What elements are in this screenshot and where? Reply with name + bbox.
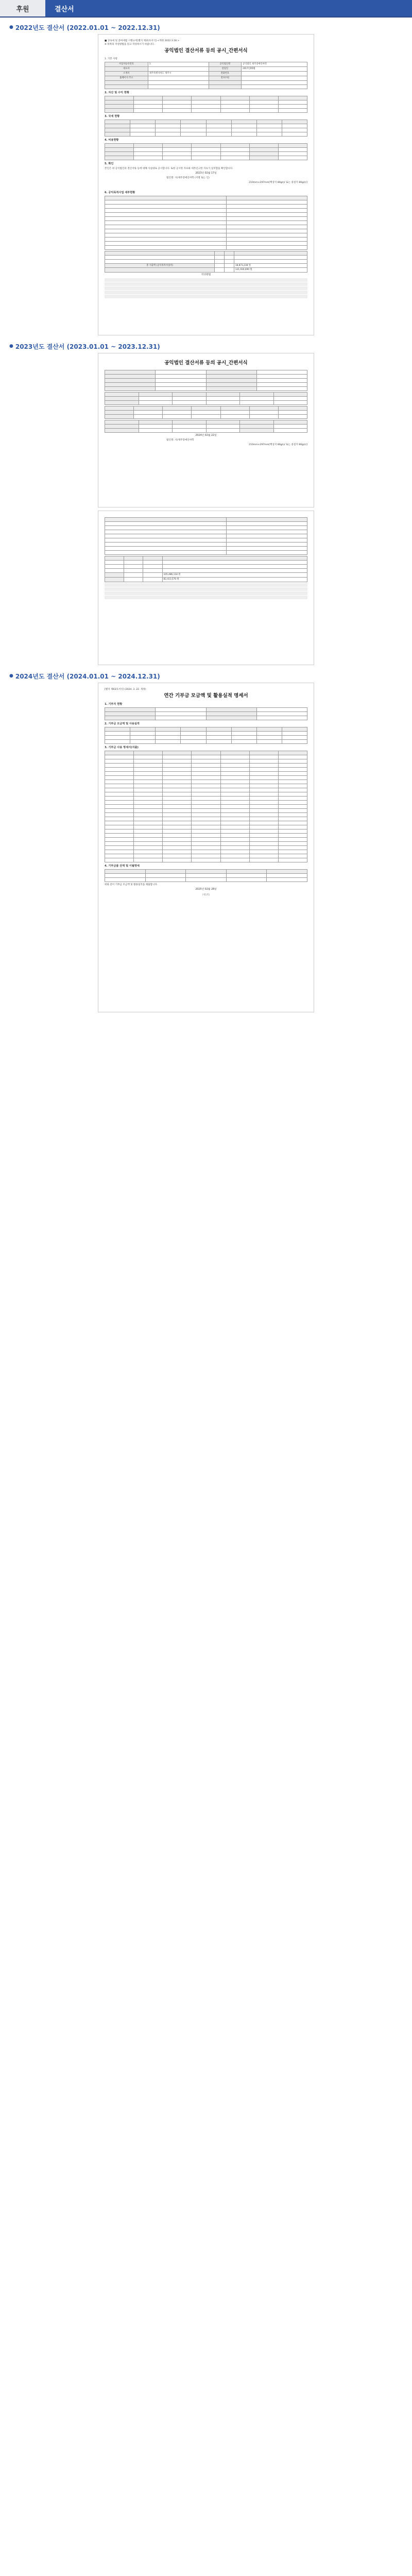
section-2024-heading: ● 2024년도 결산서 (2024.01.01 ~ 2024.12.31): [9, 672, 160, 680]
bullet-icon: ●: [9, 673, 13, 679]
doc-title: 공익법인 결산서류 등의 공시_간편서식: [164, 48, 248, 54]
tab-settlement[interactable]: 결산서: [45, 0, 412, 16]
donation-report-2024: [별지 제63호서식] (2024. 3. 22. 개정) 연간 기부금 모금액 및 활용실적 명세서 1. 기부자 현황 2. 기부금 모금액 및 사용실적 3. 기부금 사용 명세서(지출) 4. 기부금품 잔액 및 이월명세 위와 같이 기부금 모금액 및 활용실적을 제출합니다. 2025년 02월 28일 (제1쪽): [98, 683, 314, 1012]
tab-donation[interactable]: 후원: [0, 0, 45, 16]
bullet-icon: ●: [9, 25, 13, 30]
settlement-doc-2022: ■ 상속세 및 증여세법 시행규칙[별지 제31호서식] <개정 2022.3.18.> ※ 뒤쪽의 작성방법을 읽고 작성하시기 바랍니다. 공익법인 결산서류 등의 공시_간편서식 1. 기본 사항 사업자등록번호 1 공익법인명 공익법인 제주장애인야학 대표자 설립일 2017년05월 소재지 제주특별자치도 제주시 전화번호 홈페이지 주소 전자우편 2. 자산 및 수익 현황 3. 국세 현황 4. 비용현황 5. 확인 본인은 위 공익법인의 결산서류 등에 대해 사실대로 공시합니다. 또한 공시한 자료와 세무신고한 자료가 일치함을 확인합니다. 2023년 02월 17일 법인명: 사)제주장애인야학 (서명 또는 인) 210mm×297mm[백상지 80g/㎡ 또는 중질지 80g/㎡] 6. 공익목적사업 세부현황 총 지출액 (공익목적사업비) 18,873,238 원 131,930,690 원 작성방법: [98, 34, 314, 335]
assets-table: [105, 96, 307, 113]
bullet-icon: ●: [9, 344, 13, 349]
settlement-doc-2023-p1: 공익법인 결산서류 등의 공시_간편서식 2024년 02월 22일 법인명: 사)제주장애인야학 210mm×297mm[백상지 80g/㎡ 또는 중질지 80g/㎡]: [98, 353, 314, 507]
business-detail-table: [105, 196, 307, 250]
expense-table: [105, 143, 307, 160]
tax-table: [105, 120, 307, 137]
section-2023-heading: ● 2023년도 결산서 (2023.01.01 ~ 2023.12.31): [9, 343, 160, 350]
basic-info-table: 사업자등록번호 1 공익법인명 공익법인 제주장애인야학 대표자 설립일 2017년05월 소재지 제주특별자치도 제주시 전화번호 홈페이지 주소 전자우편: [105, 62, 307, 89]
section-2022-heading: ● 2022년도 결산서 (2022.01.01 ~ 2022.12.31): [9, 24, 160, 31]
beneficiary-table: 총 지출액 (공익목적사업비) 18,873,238 원 131,930,690 원: [105, 251, 307, 273]
settlement-doc-2023-p2: 105,486,118 원 82,413,570 원: [98, 511, 314, 665]
top-nav: [0, 0, 412, 18]
